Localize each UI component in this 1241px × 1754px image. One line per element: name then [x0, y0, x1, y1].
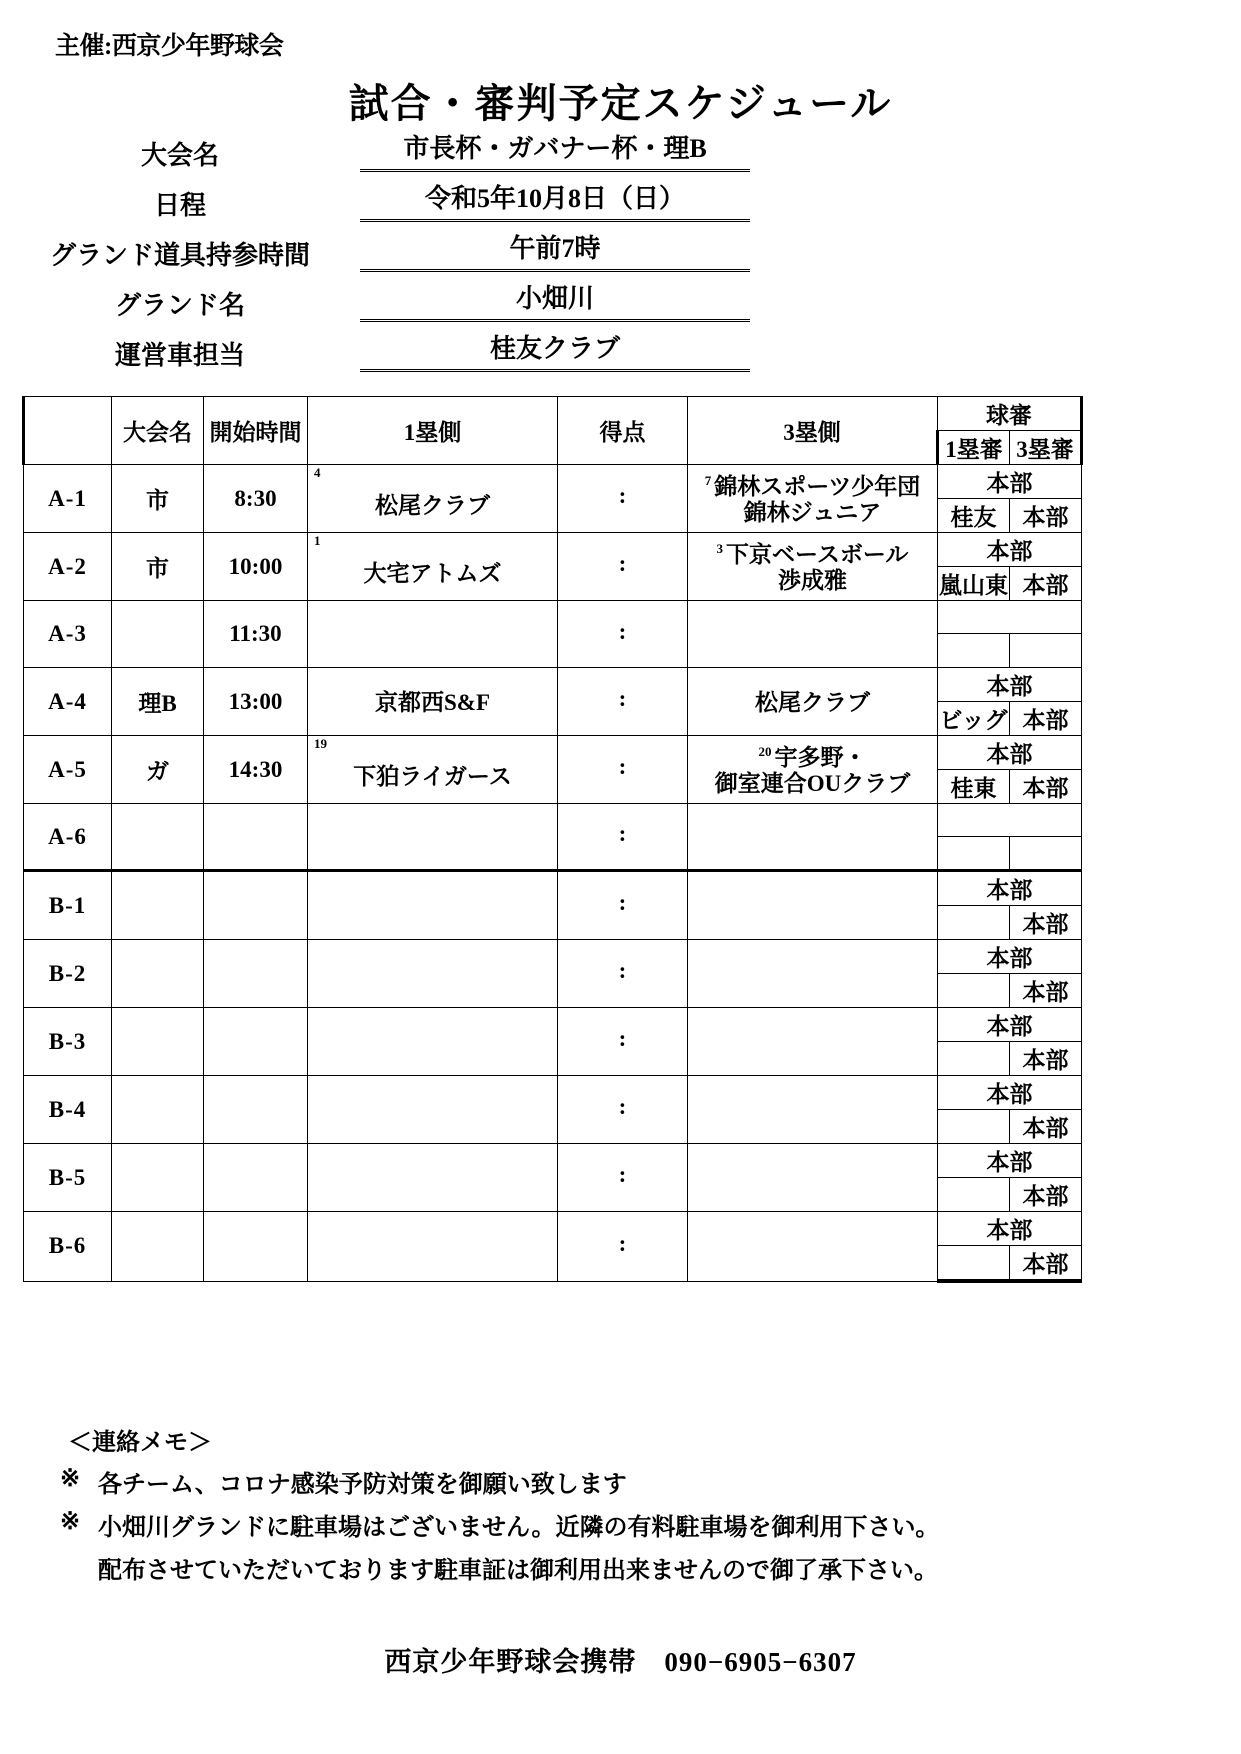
cell-match-id: A-4 — [24, 668, 112, 736]
cell-match-id: A-5 — [24, 736, 112, 804]
cell-first-base-umpire: 桂東 — [938, 770, 1010, 804]
third-base-team-name — [688, 540, 937, 594]
third-base-team-name — [688, 905, 937, 907]
cell-score — [558, 940, 688, 1008]
cell-start-time — [204, 1076, 308, 1144]
info-row-tournament — [0, 133, 1241, 183]
cell-third-base-umpire: 本部 — [1010, 906, 1082, 940]
info-label-equipment-time: グランド道具持参時間 — [49, 241, 310, 270]
cell-tournament — [112, 940, 204, 1008]
cell-third-base-team — [688, 940, 938, 1008]
third-base-team-line2: 御室連合OUクラブ — [714, 770, 911, 796]
cell-first-base-team — [308, 465, 558, 533]
cell-start-time — [204, 871, 308, 940]
cell-start-time: 8:30 — [204, 465, 308, 533]
cell-score — [558, 871, 688, 940]
third-base-team-line1: $^{20}$ 宇多野・ — [758, 743, 867, 770]
cell-first-base-umpire — [938, 634, 1010, 668]
cell-match-id: A-3 — [24, 601, 112, 668]
cell-tournament: ガ — [112, 736, 204, 804]
cell-start-time — [204, 1008, 308, 1076]
table-row — [24, 1076, 1082, 1110]
organizer-line: 主催:西京少年野球会 — [55, 33, 284, 60]
first-base-team-number: 19 — [314, 736, 327, 751]
cell-plate-umpire: 本部 — [938, 533, 1082, 567]
cell-start-time: 13:00 — [204, 668, 308, 736]
third-base-team-name — [688, 1041, 937, 1043]
cell-third-base-team — [688, 871, 938, 940]
cell-third-base-team — [688, 1144, 938, 1212]
third-base-team-line1: $^3$ 下京ベースボール — [716, 540, 909, 567]
cell-tournament: 市 — [112, 465, 204, 533]
third-base-team-name — [688, 973, 937, 975]
cell-first-base-umpire — [938, 906, 1010, 940]
cell-score — [558, 1008, 688, 1076]
cell-first-base-team — [308, 804, 558, 871]
cell-third-base-umpire: 本部 — [1010, 974, 1082, 1008]
memo-item-2 — [60, 1507, 1060, 1542]
memo-mark-icon: ※ — [60, 1466, 81, 1492]
cell-third-base-umpire: 本部 — [1010, 702, 1082, 736]
first-base-team-line1: 下狛ライガース — [353, 763, 512, 789]
cell-first-base-umpire — [938, 1042, 1010, 1076]
cell-first-base-team — [308, 668, 558, 736]
score-separator: : — [618, 1162, 627, 1188]
cell-first-base-team — [308, 940, 558, 1008]
header-row-top — [24, 397, 1082, 431]
cell-plate-umpire: 本部 — [938, 1076, 1082, 1110]
col-header-umpire-group: 球審 — [938, 397, 1082, 431]
third-base-team-line1: $^7$ 錦林スポーツ少年団 — [704, 472, 921, 499]
score-separator: : — [618, 483, 627, 509]
cell-first-base-team — [308, 1212, 558, 1282]
cell-third-base-team — [688, 1076, 938, 1144]
cell-match-id: B-6 — [24, 1212, 112, 1282]
first-base-team-name — [308, 633, 557, 635]
first-base-team-name — [308, 688, 557, 716]
cell-tournament — [112, 1144, 204, 1212]
info-value-wrap-ground-name — [360, 283, 750, 322]
cell-score — [558, 533, 688, 601]
cell-score — [558, 1076, 688, 1144]
first-base-team-name — [308, 905, 557, 907]
first-base-team-line1: 松尾クラブ — [375, 492, 490, 518]
first-base-team-line1: 大宅アトムズ — [363, 560, 502, 586]
first-base-team-name — [308, 1177, 557, 1179]
score-separator: : — [618, 1026, 627, 1052]
cell-third-base-umpire: 本部 — [1010, 1110, 1082, 1144]
footer-contact — [0, 1640, 1241, 1679]
cell-third-base-umpire: 本部 — [1010, 499, 1082, 533]
third-base-team-name — [688, 472, 937, 526]
first-base-team-name — [308, 973, 557, 975]
memo-title: ＜連絡メモ＞ — [68, 1430, 212, 1456]
cell-tournament — [112, 871, 204, 940]
cell-third-base-umpire — [1010, 837, 1082, 871]
third-base-team-line1: 松尾クラブ — [755, 689, 870, 715]
third-base-team-name — [688, 1109, 937, 1111]
cell-start-time — [204, 940, 308, 1008]
cell-third-base-team — [688, 804, 938, 871]
first-base-team-name — [308, 1245, 557, 1247]
table-row — [24, 871, 1082, 906]
cell-match-id: B-5 — [24, 1144, 112, 1212]
cell-plate-umpire: 本部 — [938, 940, 1082, 974]
cell-score — [558, 736, 688, 804]
cell-first-base-team — [308, 736, 558, 804]
cell-start-time: 11:30 — [204, 601, 308, 668]
first-base-team-name — [308, 836, 557, 838]
third-base-team-number: 7 — [704, 472, 712, 488]
schedule-table — [22, 396, 1083, 1283]
table-row — [24, 804, 1082, 837]
memo-item-2-text: 小畑川グランドに駐車場はございません。近隣の有料駐車場を御利用下さい。 — [98, 1515, 940, 1541]
cell-plate-umpire — [938, 601, 1082, 634]
table-row — [24, 533, 1082, 567]
first-base-team-name — [308, 547, 557, 587]
cell-first-base-team — [308, 601, 558, 668]
cell-first-base-umpire: ビッグ — [938, 702, 1010, 736]
info-value-wrap-equipment-time — [360, 233, 750, 272]
table-row — [24, 1008, 1082, 1042]
col-header-id — [24, 397, 112, 465]
cell-plate-umpire — [938, 804, 1082, 837]
cell-score — [558, 668, 688, 736]
col-header-umpire-first: 1塁審 — [938, 431, 1010, 465]
third-base-team-name — [688, 1245, 937, 1247]
cell-first-base-umpire: 嵐山東 — [938, 567, 1010, 601]
cell-third-base-team — [688, 465, 938, 533]
cell-start-time — [204, 1212, 308, 1282]
score-separator: : — [618, 821, 627, 847]
cell-first-base-umpire — [938, 974, 1010, 1008]
schedule-table-body — [24, 465, 1082, 1282]
cell-third-base-team — [688, 533, 938, 601]
cell-first-base-team — [308, 1076, 558, 1144]
cell-third-base-team — [688, 1212, 938, 1282]
third-base-team-line2: 錦林ジュニア — [743, 499, 882, 525]
cell-score — [558, 601, 688, 668]
first-base-team-name — [308, 1109, 557, 1111]
footer-label: 西京少年野球会携帯 — [384, 1647, 637, 1677]
event-info-block — [0, 133, 1241, 383]
cell-score — [558, 804, 688, 871]
table-row — [24, 736, 1082, 770]
col-header-score: 得点 — [558, 397, 688, 465]
cell-third-base-umpire: 本部 — [1010, 1178, 1082, 1212]
footer-phone-number: 090−6905−6307 — [664, 1647, 857, 1677]
cell-third-base-umpire: 本部 — [1010, 567, 1082, 601]
info-label-date: 日程 — [153, 191, 206, 220]
score-separator: : — [618, 1094, 627, 1120]
cell-tournament: 理B — [112, 668, 204, 736]
cell-plate-umpire: 本部 — [938, 1008, 1082, 1042]
cell-tournament — [112, 1008, 204, 1076]
third-base-team-line2: 渉成雅 — [778, 567, 847, 593]
cell-first-base-umpire: 桂友 — [938, 499, 1010, 533]
info-value-wrap-operations-car — [360, 333, 750, 372]
cell-match-id: B-4 — [24, 1076, 112, 1144]
first-base-team-number: 1 — [314, 533, 321, 548]
cell-score — [558, 1212, 688, 1282]
info-value-ground-name: 小畑川 — [360, 283, 750, 322]
info-value-operations-car: 桂友クラブ — [360, 333, 750, 372]
cell-third-base-umpire: 本部 — [1010, 770, 1082, 804]
cell-plate-umpire: 本部 — [938, 1144, 1082, 1178]
third-base-team-name — [688, 1177, 937, 1179]
cell-first-base-team — [308, 1144, 558, 1212]
cell-third-base-umpire: 本部 — [1010, 1246, 1082, 1282]
third-base-team-name — [688, 836, 937, 838]
cell-match-id: A-1 — [24, 465, 112, 533]
cell-first-base-umpire — [938, 1246, 1010, 1282]
cell-plate-umpire: 本部 — [938, 871, 1082, 906]
col-header-third-base-side: 3塁側 — [688, 397, 938, 465]
info-label-tournament: 大会名 — [140, 141, 219, 170]
table-row — [24, 940, 1082, 974]
cell-third-base-team — [688, 1008, 938, 1076]
cell-third-base-team — [688, 736, 938, 804]
page-title: 試合・審判予定スケジュール — [348, 81, 893, 126]
score-separator: : — [618, 618, 627, 644]
memo-mark-icon-2: ※ — [60, 1509, 81, 1535]
cell-plate-umpire: 本部 — [938, 465, 1082, 499]
cell-first-base-team — [308, 533, 558, 601]
cell-tournament: 市 — [112, 533, 204, 601]
score-separator: : — [618, 958, 627, 984]
cell-plate-umpire: 本部 — [938, 1212, 1082, 1246]
third-base-team-number: 20 — [758, 743, 772, 759]
cell-first-base-team — [308, 871, 558, 940]
schedule-table-head — [24, 397, 1082, 465]
col-header-start-time: 開始時間 — [204, 397, 308, 465]
third-base-team-name — [688, 633, 937, 635]
cell-first-base-umpire — [938, 1178, 1010, 1212]
table-row — [24, 1144, 1082, 1178]
third-base-team-number: 3 — [716, 540, 724, 556]
score-separator: : — [618, 686, 627, 712]
info-row-equipment-time — [0, 233, 1241, 283]
third-base-team-name — [688, 743, 937, 797]
cell-match-id: B-1 — [24, 871, 112, 940]
info-label-ground-name: グランド名 — [114, 291, 245, 320]
cell-start-time — [204, 1144, 308, 1212]
cell-tournament — [112, 804, 204, 871]
cell-third-base-umpire: 本部 — [1010, 1042, 1082, 1076]
cell-first-base-team — [308, 1008, 558, 1076]
info-label-operations-car: 運営車担当 — [114, 341, 245, 370]
cell-match-id: A-6 — [24, 804, 112, 871]
schedule-table-wrap — [22, 396, 1080, 1283]
memo-item-1 — [60, 1464, 1060, 1499]
col-header-tournament: 大会名 — [112, 397, 204, 465]
first-base-team-number: 4 — [314, 465, 321, 480]
cell-third-base-umpire — [1010, 634, 1082, 668]
cell-third-base-team — [688, 601, 938, 668]
cell-match-id: A-2 — [24, 533, 112, 601]
cell-start-time: 10:00 — [204, 533, 308, 601]
memo-item-2-continuation: 配布させていただいております駐車証は御利用出来ませんので御了承下さい。 — [98, 1558, 938, 1584]
third-base-team-name — [688, 688, 937, 716]
cell-tournament — [112, 601, 204, 668]
score-separator: : — [618, 1231, 627, 1257]
cell-match-id: B-3 — [24, 1008, 112, 1076]
cell-first-base-umpire — [938, 1110, 1010, 1144]
contact-memo-block — [60, 1422, 1060, 1585]
first-base-team-name — [308, 479, 557, 519]
table-row — [24, 668, 1082, 702]
cell-plate-umpire: 本部 — [938, 736, 1082, 770]
table-row — [24, 601, 1082, 634]
info-value-tournament: 市長杯・ガバナー杯・理B — [360, 133, 750, 172]
info-value-date: 令和5年10月8日（日） — [360, 183, 750, 222]
cell-score — [558, 1144, 688, 1212]
score-separator: : — [618, 551, 627, 577]
info-value-wrap-date — [360, 183, 750, 222]
info-value-wrap-tournament — [360, 133, 750, 172]
info-value-equipment-time: 午前7時 — [360, 233, 750, 272]
cell-match-id: B-2 — [24, 940, 112, 1008]
info-row-operations-car — [0, 333, 1241, 383]
cell-score — [558, 465, 688, 533]
cell-start-time — [204, 804, 308, 871]
cell-tournament — [112, 1212, 204, 1282]
first-base-team-name — [308, 750, 557, 790]
cell-third-base-team — [688, 668, 938, 736]
first-base-team-name — [308, 1041, 557, 1043]
score-separator: : — [618, 754, 627, 780]
score-separator: : — [618, 890, 627, 916]
first-base-team-line1: 京都西S&F — [375, 689, 490, 715]
info-row-ground-name — [0, 283, 1241, 333]
cell-first-base-umpire — [938, 837, 1010, 871]
col-header-first-base-side: 1塁側 — [308, 397, 558, 465]
info-row-date — [0, 183, 1241, 233]
cell-start-time: 14:30 — [204, 736, 308, 804]
table-row — [24, 465, 1082, 499]
cell-tournament — [112, 1076, 204, 1144]
col-header-umpire-third: 3塁審 — [1010, 431, 1082, 465]
table-row — [24, 1212, 1082, 1246]
cell-plate-umpire: 本部 — [938, 668, 1082, 702]
memo-item-1-text: 各チーム、コロナ感染予防対策を御願い致します — [98, 1472, 627, 1498]
